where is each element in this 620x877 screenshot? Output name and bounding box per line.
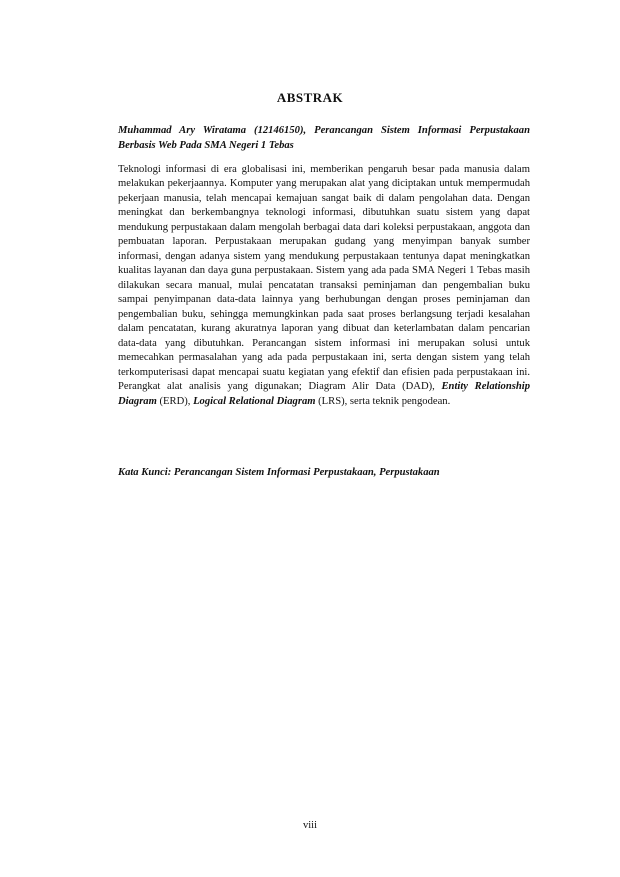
abstract-title: ABSTRAK xyxy=(276,90,344,105)
abstract-text-part3: (LRS), serta teknik pengodean. xyxy=(315,395,451,407)
page-number: viii xyxy=(302,820,317,831)
abstract-text-part2: (ERD), xyxy=(156,395,194,407)
abstract-text-part1: Teknologi informasi di era globalisasi ini, memberikan pengaruh besar pada manusia dalam melakukan pekerjaannya. Komputer yang merupakan alat yang diciptakan untuk mempermudah pekerjaan manusia, telah mencapai kemajuan sangat baik di dalam pengolahan data. Dengan meningkat dan berkembangnya teknologi informasi, dibutuhkan suatu sistem yang dapat mendukung perpustakaan dalam mengolah berbagai data dari koleksi perpustakaan, anggota dan pembuatan laporan. Perpustakaan merupakan gudang yang menyimpan banyak sumber informasi, dengan adanya sistem yang mendukung perpustakaan tentunya dapat meningkatkan kualitas layanan dan daya guna perpustakaan. Sistem yang ada pada SMA Negeri 1 Tebas masih dilakukan secara manual, mulai pencatatan transaksi peminjaman dan pengembalian buku sampai penyimpanan data-data lainnya yang berhubungan dengan proses peminjaman dan pengembalian buku, sehingga memungkinkan pada saat proses berlangsung terjadi kesalahan dalam pencatatan, kurang akuratnya laporan yang dibuat dan keterlambatan dalam pencarian data-data yang dibutuhkan. Perancangan sistem informasi ini merupakan solusi untuk memecahkan permasalahan yang ada pada perpustakaan ini, serta dengan sistem yang telah terkomputerisasi dapat mencapai suatu kegiatan yang efektif dan efisien pada perpustakaan ini. Perangkat alat analisis yang digunakan; Diagram Alir Data (DAD), xyxy=(118,164,530,393)
author-thesis-heading: Muhammad Ary Wiratama (12146150), Perancangan Sistem Informasi Perpustakaan Berbasis Web Pada SMA Negeri 1 Tebas xyxy=(118,125,530,151)
keywords: Kata Kunci: Perancangan Sistem Informasi Perpustakaan, Perpustakaan xyxy=(118,467,440,478)
abstract-body xyxy=(118,163,530,409)
erd-term: Entity Relationship Diagram xyxy=(118,381,530,407)
lrs-term: Logical Relational Diagram xyxy=(193,395,316,407)
